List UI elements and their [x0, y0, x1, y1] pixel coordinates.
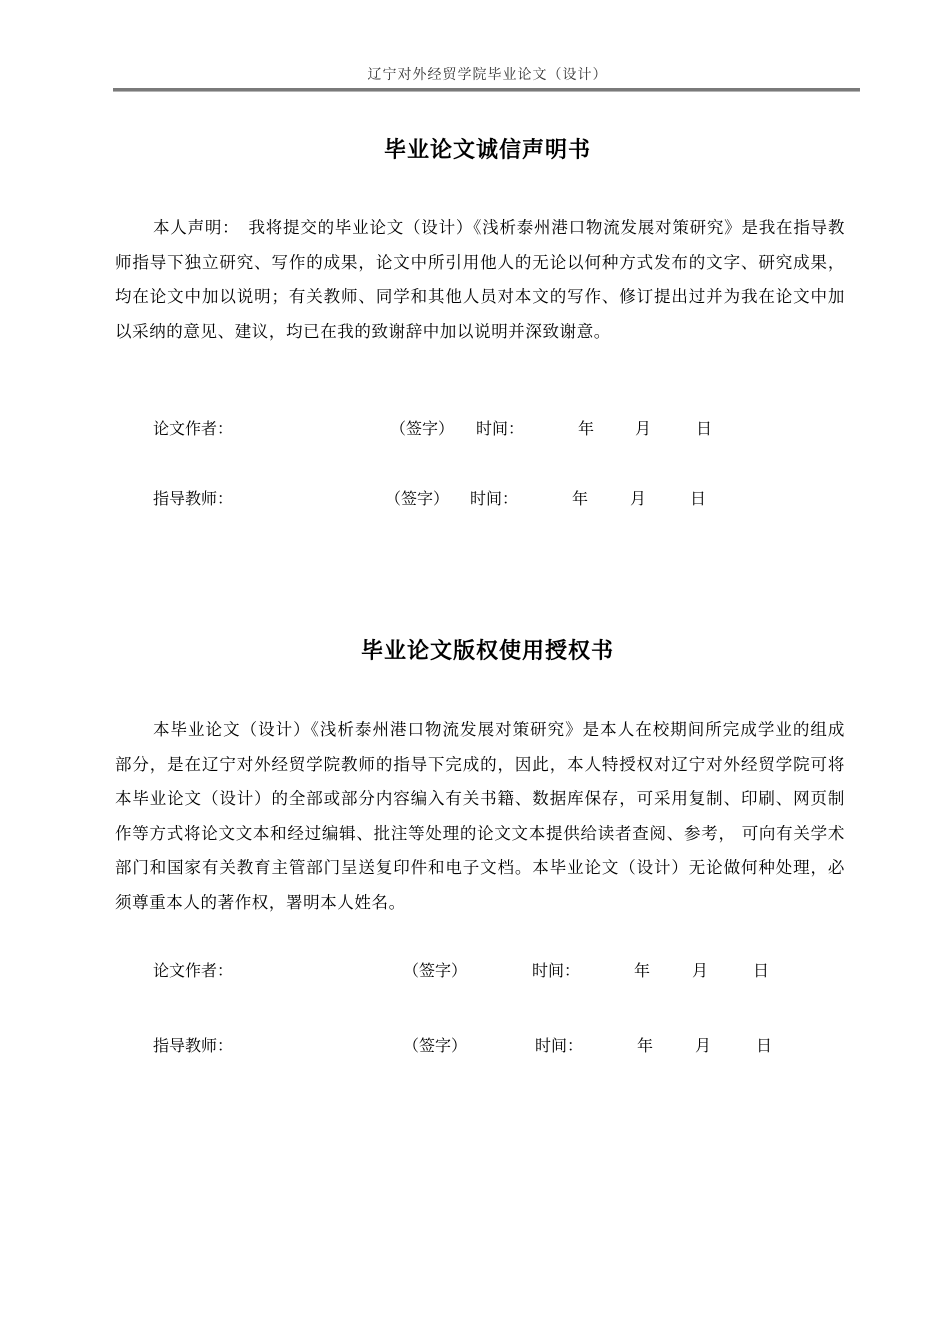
signature-label: 指导教师：: [153, 489, 234, 508]
month-label: 月: [635, 419, 652, 438]
running-header: 辽宁对外经贸学院毕业论文（设计）: [367, 67, 608, 83]
integrity-advisor-row: [0, 486, 950, 510]
copyright-advisor-row: [0, 1033, 950, 1057]
day-label: 日: [756, 1036, 773, 1055]
year-label: 年: [572, 489, 589, 508]
signature-label: 论文作者：: [153, 961, 234, 980]
integrity-title: 毕业论文诚信声明书: [383, 138, 591, 163]
month-label: 月: [695, 1036, 712, 1055]
copyright-author-row: [0, 958, 950, 982]
signature-label: 论文作者：: [153, 419, 234, 438]
day-label: 日: [690, 489, 707, 508]
month-label: 月: [692, 961, 709, 980]
signature-mark: （签字）: [403, 1036, 468, 1055]
signature-mark: （签字）: [385, 489, 450, 508]
integrity-author-row: [0, 416, 950, 440]
header-rule: [113, 88, 860, 92]
day-label: 日: [753, 961, 770, 980]
month-label: 月: [630, 489, 647, 508]
day-label: 日: [696, 419, 713, 438]
signature-label: 指导教师：: [153, 1036, 234, 1055]
integrity-paragraph: 本人声明： 我将提交的毕业论文（设计）《浅析泰州港口物流发展对策研究》是我在指导教师指导下独立研究、写作的成果，论文中所引用他人的无论以何种方式发布的文字、研究成果，均在论文中加以说明；有关教师、同学和其他人员对本文的写作、修订提出过并为我在论文中加以采纳的意见、建议，均已在我的致谢辞中加以说明并深致谢意。: [115, 218, 845, 341]
copyright-paragraph: 本毕业论文（设计）《浅析泰州港口物流发展对策研究》是本人在校期间所完成学业的组成部分，是在辽宁对外经贸学院教师的指导下完成的，因此，本人特授权对辽宁对外经贸学院可将本毕业论文（设计）的全部或部分内容编入有关书籍、数据库保存，可采用复制、印刷、网页制作等方式将论文文本和经过编辑、批注等处理的论文文本提供给读者查阅、参考， 可向有关学术部门和国家有关教育主管部门呈送复印件和电子文档。本毕业论文（设计）无论做何种处理，必须尊重本人的著作权，署明本人姓名。: [115, 720, 845, 912]
year-label: 年: [637, 1036, 654, 1055]
year-label: 年: [634, 961, 651, 980]
year-label: 年: [578, 419, 595, 438]
time-label: 时间：: [470, 489, 519, 508]
signature-mark: （签字）: [403, 961, 468, 980]
time-label: 时间：: [535, 1036, 584, 1055]
signature-mark: （签字）: [390, 419, 455, 438]
time-label: 时间：: [532, 961, 581, 980]
time-label: 时间：: [476, 419, 525, 438]
copyright-title: 毕业论文版权使用授权书: [360, 639, 614, 664]
